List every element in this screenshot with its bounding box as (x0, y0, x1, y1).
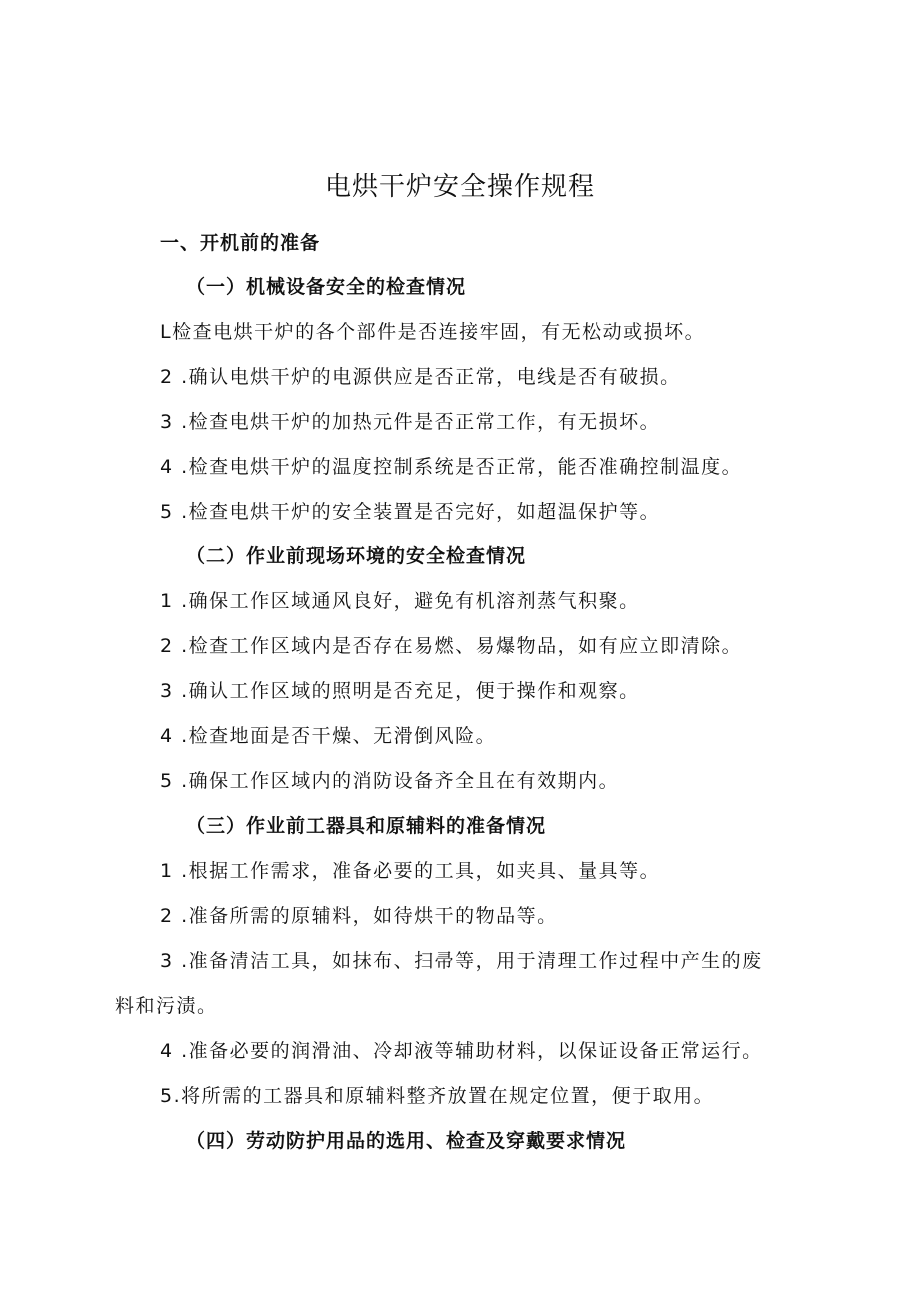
list-item: 1 .根据工作需求，准备必要的工具，如夹具、量具等。 (160, 860, 661, 882)
subsection-heading: （四）劳动防护用品的选用、检查及穿戴要求情况 (186, 1130, 627, 1152)
list-item: 5.将所需的工器具和原辅料整齐放置在规定位置，便于取用。 (160, 1085, 715, 1107)
list-item: 5 .确保工作区域内的消防设备齐全且在有效期内。 (160, 770, 620, 792)
subsection-heading: （三）作业前工器具和原辅料的准备情况 (186, 815, 547, 837)
subsection-heading: （一）机械设备安全的检查情况 (186, 276, 467, 298)
subsection-heading: （二）作业前现场环境的安全检查情况 (186, 545, 527, 567)
list-item: L检查电烘干炉的各个部件是否连接牢固，有无松动或损坏。 (160, 321, 706, 343)
section-heading: 一、开机前的准备 (160, 232, 321, 254)
list-item: 1 .确保工作区域通风良好，避免有机溶剂蒸气积聚。 (160, 590, 640, 612)
list-item-continuation: 料和污渍。 (115, 995, 218, 1017)
list-item: 4 .检查地面是否干燥、无滑倒风险。 (160, 725, 497, 747)
list-item: 5 .检查电烘干炉的安全装置是否完好，如超温保护等。 (160, 501, 661, 523)
list-item: 2 .准备所需的原辅料，如待烘干的物品等。 (160, 905, 558, 927)
document-title: 电烘干炉安全操作规程 (324, 172, 595, 202)
list-item: 4 .检查电烘干炉的温度控制系统是否正常，能否准确控制温度。 (160, 456, 743, 478)
list-item: 3 .准备清洁工具，如抹布、扫帚等，用于清理工作过程中产生的废 (160, 950, 763, 972)
list-item: 3 .确认工作区域的照明是否充足，便于操作和观察。 (160, 680, 640, 702)
list-item: 3 .检查电烘干炉的加热元件是否正常工作，有无损坏。 (160, 411, 661, 433)
list-item: 4 .准备必要的润滑油、冷却液等辅助材料，以保证设备正常运行。 (160, 1040, 763, 1062)
list-item: 2 .确认电烘干炉的电源供应是否正常，电线是否有破损。 (160, 366, 681, 388)
list-item: 2 .检查工作区域内是否存在易燃、易爆物品，如有应立即清除。 (160, 635, 743, 657)
